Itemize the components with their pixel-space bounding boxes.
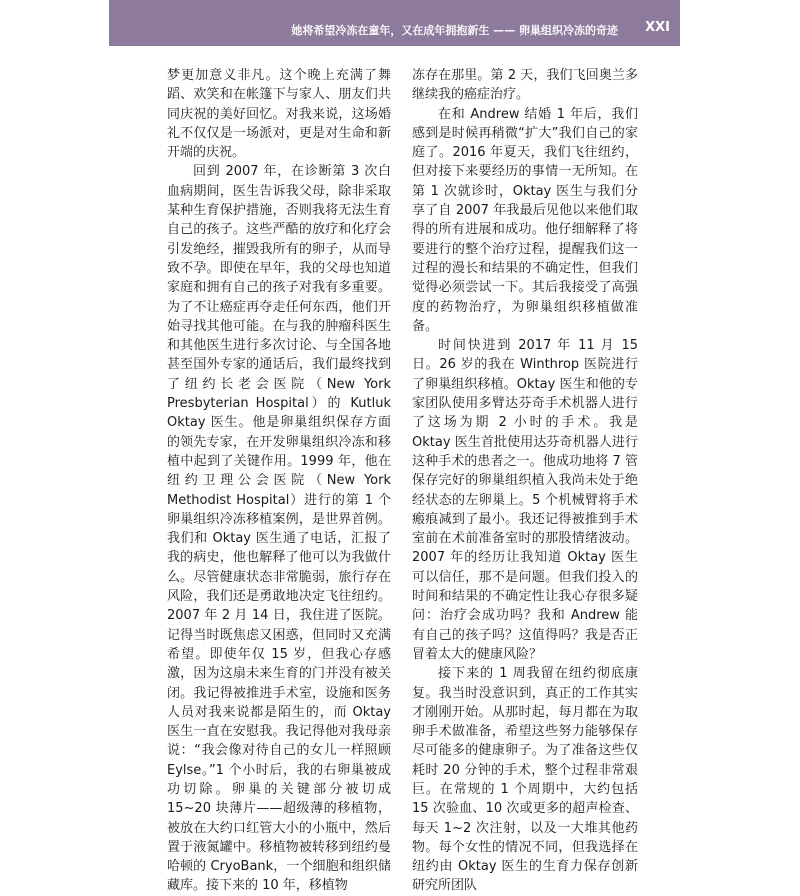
paragraph: 冻存在那里。第 2 天，我们飞回奥兰多继续我的癌症治疗。 bbox=[412, 68, 638, 103]
paragraph: 接下来的 1 周我留在纽约彻底康复。我当时没意识到，真正的工作其实才刚刚开始。从那时起，每月都在为取卵手术做准备，希望这些努力能够保存尽可能多的健康卵子。为了准备这些仅耗时 20 分钟的手术，整个过程非常艰巨。在常规的 1 个周期中，大约包括 15 次验血、10 次或更多的超声检查、每天 1~2 次注射，以及一大堆其他药物。每个女性的情况不同，但我选择在纽约由 Oktay 医生的生育力保存创新研究所团队 bbox=[412, 666, 638, 894]
right-text-column bbox=[412, 66, 638, 896]
running-header-title: 她将希望冷冻在童年，又在成年拥抱新生 —— 卵巢组织冷冻的奇迹 bbox=[291, 24, 618, 37]
left-text-column bbox=[167, 66, 391, 896]
paragraph: 梦更加意义非凡。这个晚上充满了舞蹈、欢笑和在帐篷下与家人、朋友们共同庆祝的美好回忆。对我来说，这场婚礼不仅仅是一场派对，更是对生命和新开端的庆祝。 bbox=[167, 68, 391, 161]
paragraph: 回到 2007 年，在诊断第 3 次白血病期间，医生告诉我父母，除非采取某种生育保护措施，否则我将无法生育自己的孩子。这些严酷的放疗和化疗会引发绝经，摧毁我所有的卵子，从而导致不孕。即使在早年，我的父母也知道家庭和拥有自己的孩子对我有多重要。为了不让癌症再夺走任何东西，他们开始寻找其他可能。在与我的肿瘤科医生和其他医生进行多次讨论、与全国各地甚至国外专家的通话后，我们最终找到了纽约长老会医院（New York Presbyterian Hospital）的 Kutluk Oktay 医生。他是卵巢组织保存方面的领先专家，在开发卵巢组织冷冻和移植中起到了关键作用。1999 年，他在纽约卫理公会医院（New York Methodist Hospital）进行的第 1 个卵巢组织冷冻移植案例，是世界首例。我们和 Oktay 医生通了电话，汇报了我的病史，他也解释了他可以为我做什么。尽管健康状态非常脆弱，旅行存在风险，我们还是勇敢地决定飞往纽约。2007 年 2 月 14 日，我住进了医院。记得当时既焦虑又困惑，但同时又充满希望。即使年仅 15 岁，但我心存感激，因为这扇未来生育的门并没有被关闭。我记得被推进手术室，设施和医务人员对我来说都是陌生的，而 Oktay 医生一直在安慰我。我记得他对我母亲说：“我会像对待自己的女儿一样照顾 Eylse。”1 个小时后，我的右卵巢被成功切除。卵巢的关键部分被切成 15~20 块薄片——超级薄的移植物，被放在大约口红管大小的小瓶中，然后置于液氮罐中。移植物被转移到纽约曼哈顿的 CryoBank，一个细胞和组织储藏库。接下来的 10 年，移植物 bbox=[167, 164, 391, 894]
paragraph: 在和 Andrew 结婚 1 年后，我们感到是时候再稍微“扩大”我们自己的家庭了。2016 年夏天，我们飞往纽约，但对接下来要经历的事情一无所知。在第 1 次就诊时，Oktay 医生与我们分享了自 2007 年我最后见他以来他们取得的所有进展和成功。他仔细解释了将要进行的整个治疗过程，提醒我们这一过程的漫长和结果的不确定性，但我们觉得必须尝试一下。其后我接受了高强度的药物治疗，为卵巢组织移植做准备。 bbox=[412, 106, 638, 334]
page-number: XXI bbox=[645, 20, 670, 35]
page-header-banner bbox=[109, 0, 680, 46]
paragraph: 时间快进到 2017 年 11 月 15 日。26 岁的我在 Winthrop 医院进行了卵巢组织移植。Oktay 医生和他的专家团队使用多臂达芬奇手术机器人进行了这场为期 2 小时的手术。我是 Oktay 医生首批使用达芬奇机器人进行这种手术的患者之一。他成功地将 7 管保存完好的卵巢组织植入我尚未处于绝经状态的左卵巢上。5 个机械臂将手术瘢痕减到了最小。我还记得被推到手术室前在术前准备室时的那股情绪波动。2007 年的经历让我知道 Oktay 医生可以信任，那不是问题。但我们投入的时间和结果的不确定性让我心存很多疑问：治疗会成功吗？我和 Andrew 能有自己的孩子吗？这值得吗？我是否正冒着太大的健康风险？ bbox=[412, 338, 638, 662]
